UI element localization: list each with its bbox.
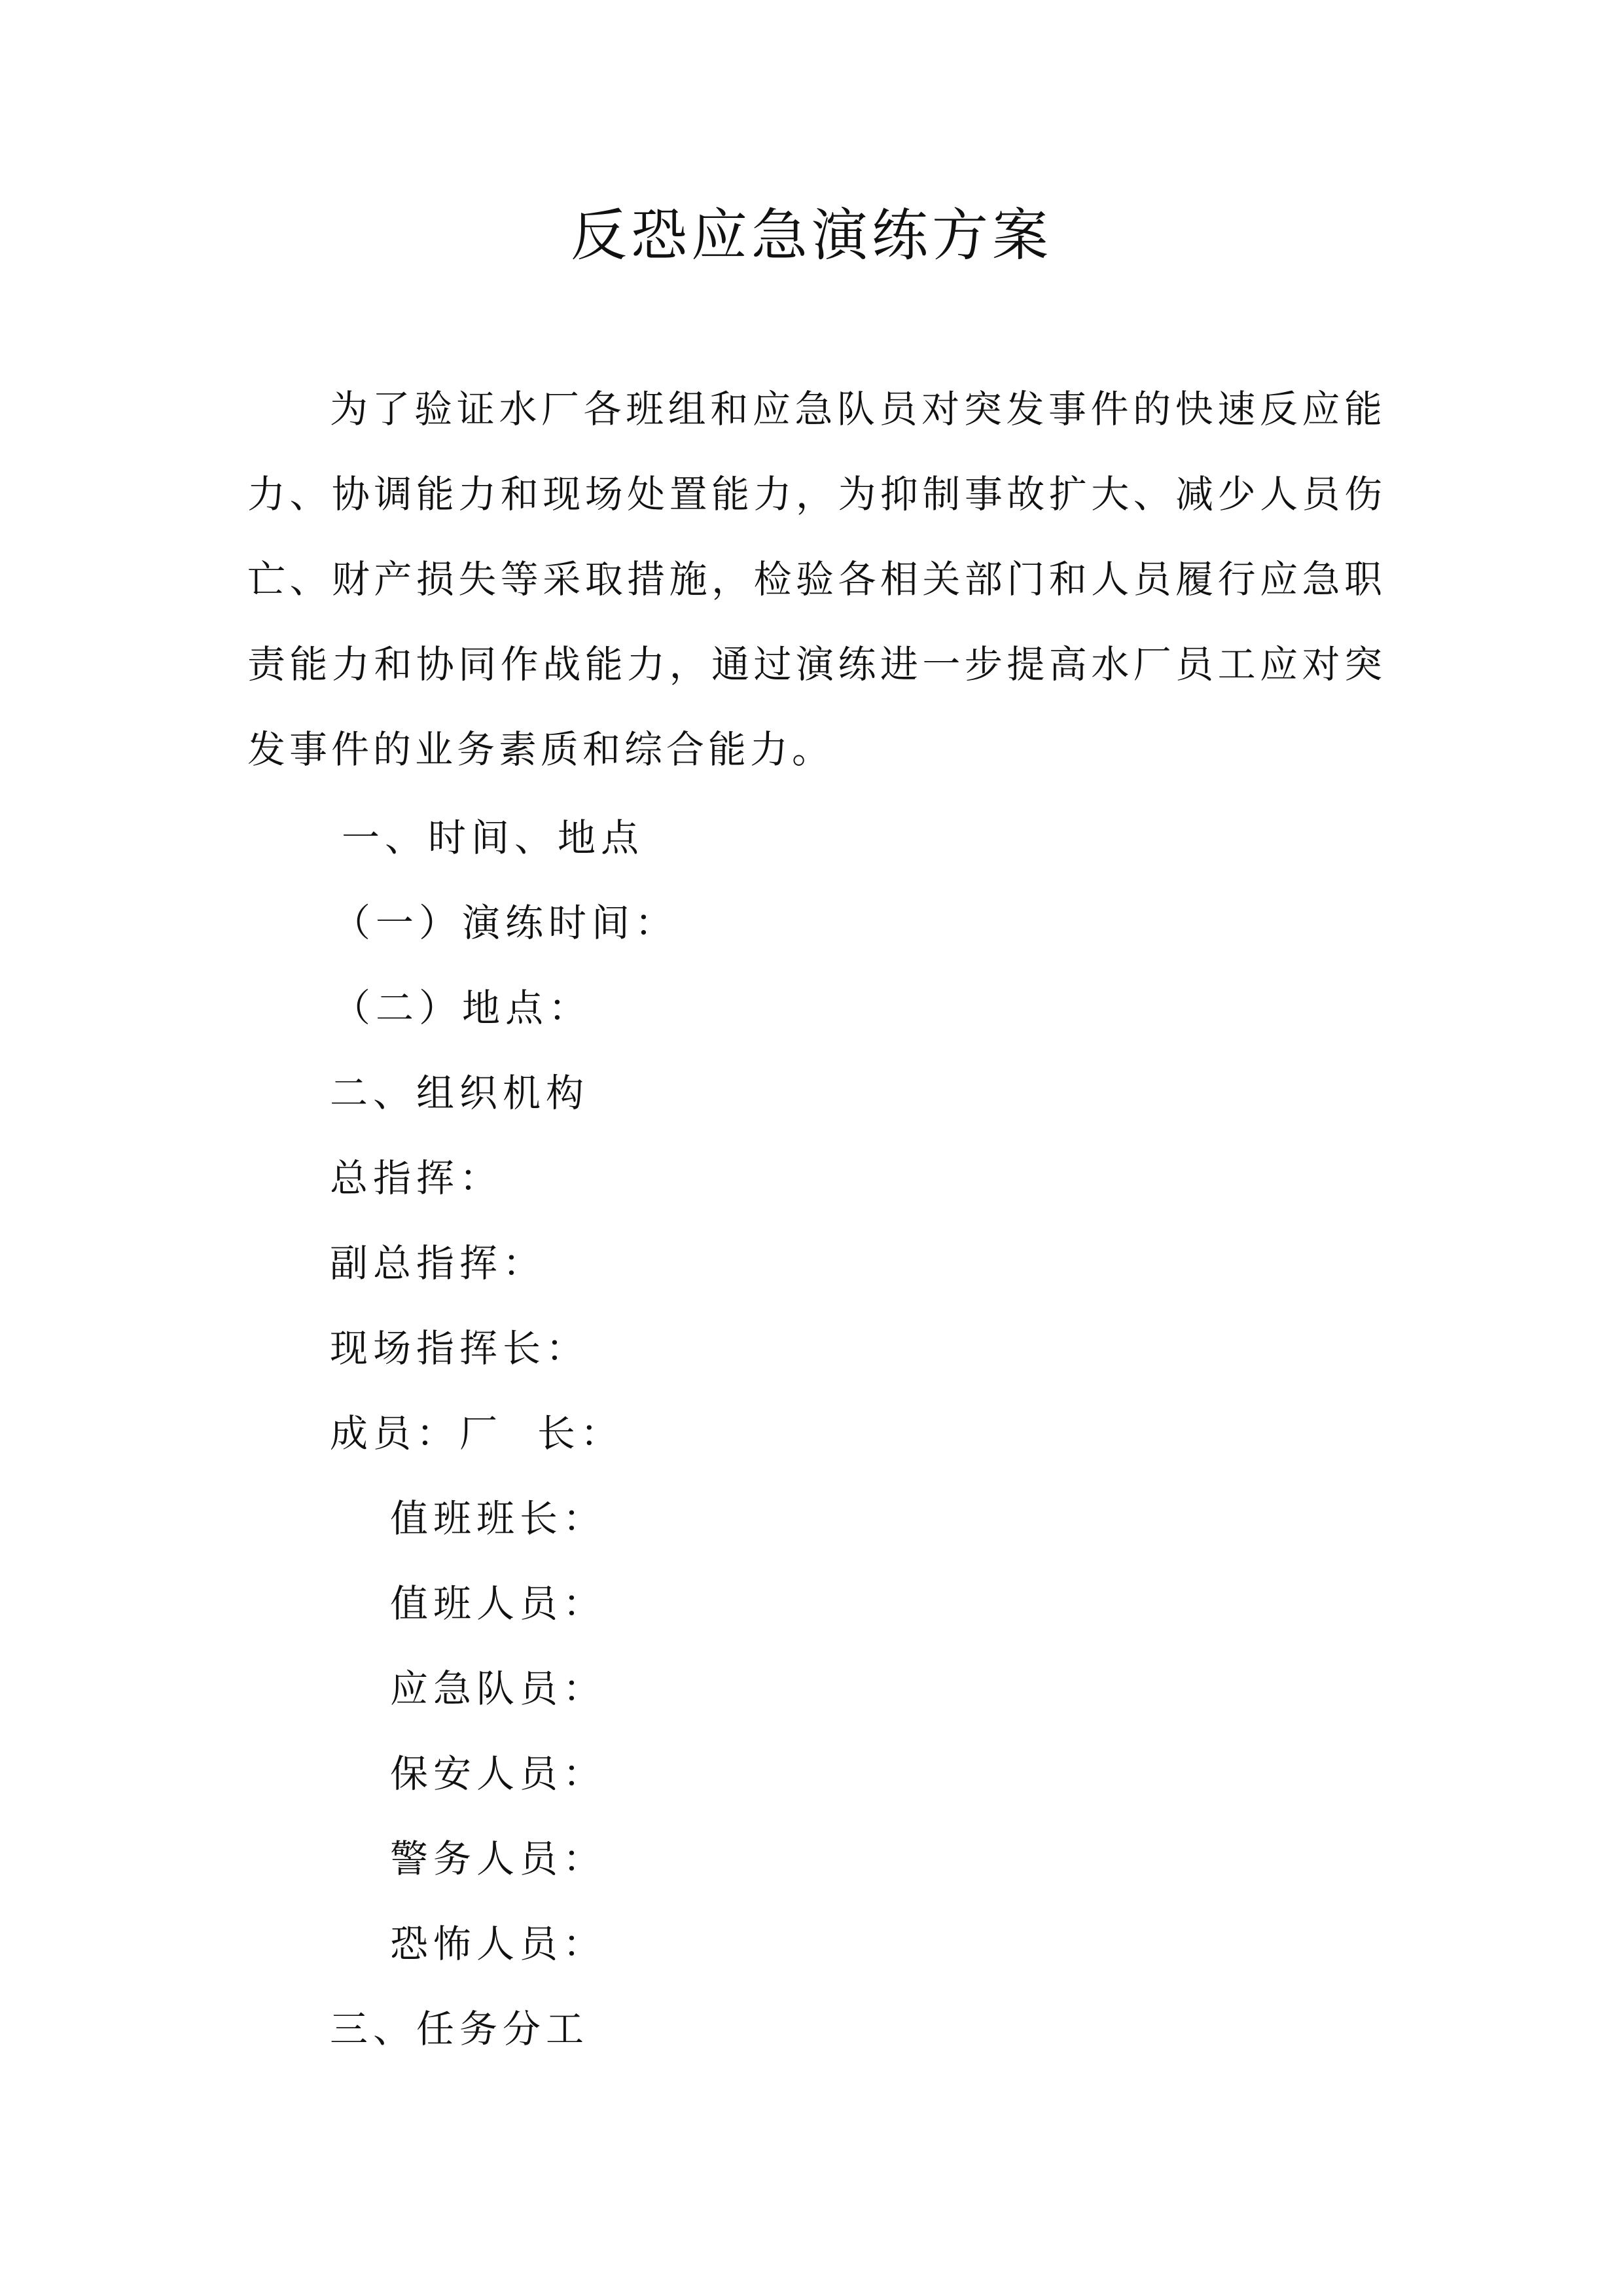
location-label: （二）地点： [332, 986, 592, 1030]
member-item: 恐怖人员： [390, 1922, 607, 1966]
section3-heading: 三、任务分工 [330, 2007, 590, 2051]
document-title: 反恐应急演练方案 [571, 203, 1052, 268]
commander-label: 总指挥： [330, 1156, 503, 1200]
section2-heading: 二、组织机构 [330, 1071, 590, 1115]
member-item: 保安人员： [390, 1751, 607, 1796]
member-item: 值班人员： [390, 1581, 607, 1626]
site-commander-label: 现场指挥长： [330, 1326, 590, 1371]
member-item: 应急队员： [390, 1666, 607, 1711]
member-item: 值班班长： [390, 1496, 607, 1541]
intro-text: 为了验证水厂各班组和应急队员对突发事件的快速反应能力、协调能力和现场处置能力，为抑制事故扩大、减少人员伤亡、财产损失等采取措施，检验各相关部门和人员履行应急职责能力和协同作战能力，通过演练进一步提高水厂员工应对突发事件的业务素质和综合能力。 [247, 387, 1386, 772]
section1-heading: 一、时间、地点 [342, 816, 645, 860]
member-item: 警务人员： [390, 1837, 607, 1881]
drill-time-label: （一）演练时间： [332, 901, 679, 945]
members-label: 成员：厂 长： [330, 1411, 624, 1456]
deputy-commander-label: 副总指挥： [330, 1241, 546, 1285]
intro-paragraph [247, 367, 1386, 792]
